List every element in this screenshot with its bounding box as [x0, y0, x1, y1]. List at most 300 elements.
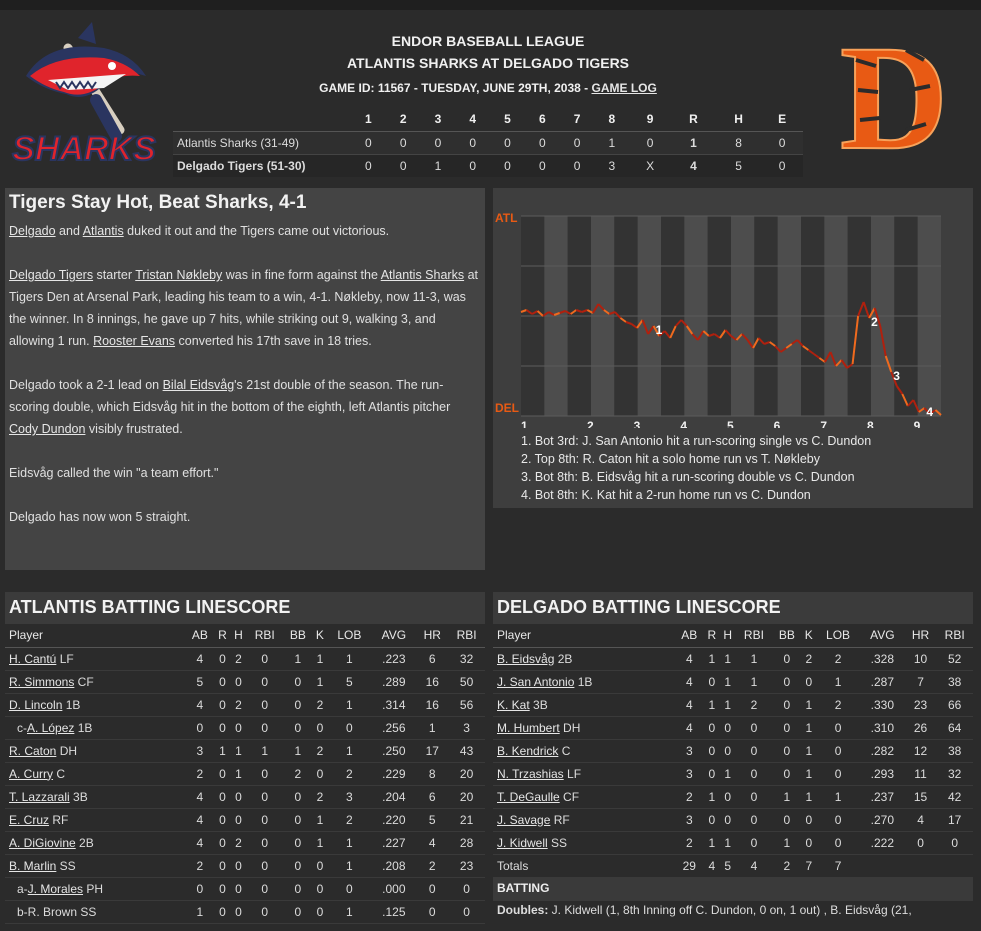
stat-cell: 0	[230, 808, 246, 831]
stat-cell: 4	[675, 670, 704, 693]
sub-prefix: c-	[17, 720, 27, 735]
event-marker-label: 1	[655, 323, 663, 337]
stat-cell: 4	[675, 693, 704, 716]
linescore-header-e: E	[761, 108, 803, 131]
linescore-cell: 0	[351, 131, 386, 154]
player-position: 3B	[69, 789, 88, 804]
league-title: ENDOR BASEBALL LEAGUE	[391, 33, 585, 49]
atlantis-col-player: Player	[5, 624, 185, 647]
player-name-link[interactable]: T. DeGaulle	[497, 789, 560, 804]
stat-cell: 4	[675, 647, 704, 670]
stat-cell: 0	[215, 877, 231, 900]
stat-cell: 0	[185, 716, 214, 739]
scoring-event: 2. Top 8th: R. Caton hit a solo home run vs T. Nøkleby	[521, 452, 820, 466]
stat-cell: 1	[313, 808, 328, 831]
stat-cell: .289	[371, 670, 416, 693]
delgado-col-k: K	[801, 624, 816, 647]
delgado-batting-box	[493, 592, 973, 919]
stat-cell: 0	[704, 670, 720, 693]
stat-cell: 3	[327, 785, 371, 808]
stat-cell: 0	[801, 670, 816, 693]
stat-cell: 20	[448, 785, 485, 808]
player-cell	[5, 762, 185, 785]
table-row	[493, 739, 973, 762]
stat-cell: 0	[704, 808, 720, 831]
atlantis-col-rbi: RBI	[246, 624, 283, 647]
stat-cell: 7	[905, 670, 937, 693]
stat-cell: 0	[816, 739, 860, 762]
stat-cell: 0	[416, 900, 448, 923]
stat-cell: 2	[313, 785, 328, 808]
stat-cell: 1	[230, 762, 246, 785]
player-position: LF	[56, 651, 74, 666]
player-name-link[interactable]: J. Kidwell	[497, 835, 548, 850]
stat-cell: 0	[283, 670, 312, 693]
stat-cell: 1	[313, 831, 328, 854]
stat-cell: 0	[736, 785, 773, 808]
stat-cell: 4	[416, 831, 448, 854]
player-position: C	[53, 766, 66, 781]
player-cell	[493, 762, 675, 785]
stat-cell: .237	[860, 785, 905, 808]
delgado-col-ab: AB	[675, 624, 704, 647]
delgado-col-h: H	[720, 624, 736, 647]
linescore-header-7: 7	[560, 108, 595, 131]
scoring-event: 4. Bot 8th: K. Kat hit a 2-run home run vs C. Dundon	[521, 488, 811, 502]
stat-cell: 1	[283, 647, 312, 670]
linescore-team-name: Delgado Tigers (51-30)	[173, 154, 351, 177]
stat-cell: 26	[905, 716, 937, 739]
atlantis-col-k: K	[313, 624, 328, 647]
linescore-header-3: 3	[421, 108, 456, 131]
player-name-link[interactable]: B. Marlin	[9, 858, 57, 873]
table-row	[5, 716, 485, 739]
table-row	[493, 670, 973, 693]
linescore-cell: 0	[386, 131, 421, 154]
stat-cell: 7	[805, 858, 813, 873]
stat-cell: 3	[448, 716, 485, 739]
player-cell	[493, 808, 675, 831]
inning-tick-label: 2	[587, 419, 594, 428]
table-row	[493, 647, 973, 670]
linescore-header-team	[173, 108, 351, 131]
stat-cell: 0	[448, 900, 485, 923]
player-name-link[interactable]: B. Eidsvåg	[497, 651, 555, 666]
stat-cell: 1	[801, 762, 816, 785]
linescore-cell: 1	[594, 131, 629, 154]
doubles-line	[493, 901, 973, 919]
stat-cell: 52	[936, 647, 973, 670]
stat-cell: 6	[416, 785, 448, 808]
stat-cell: 2	[313, 693, 328, 716]
doubles-label: Doubles:	[497, 903, 549, 917]
delgado-tigers-link[interactable]: Delgado Tigers	[9, 268, 94, 282]
stat-cell: 1	[327, 647, 371, 670]
inning-tick-label: 1	[521, 419, 528, 428]
stat-cell: 0	[215, 693, 231, 716]
stat-cell: 15	[905, 785, 937, 808]
player-cell	[5, 808, 185, 831]
stat-cell: 0	[246, 877, 283, 900]
stat-cell: 0	[704, 739, 720, 762]
table-row	[5, 762, 485, 785]
stat-cell: 2	[327, 808, 371, 831]
text: visibly frustrated.	[85, 422, 183, 436]
stat-cell: 4	[185, 647, 214, 670]
player-cell	[493, 785, 675, 808]
stat-cell: .330	[860, 693, 905, 716]
stat-cell: 1	[736, 647, 773, 670]
stat-cell: 1	[704, 693, 720, 716]
atlantis-col-avg: AVG	[371, 624, 416, 647]
player-name-link[interactable]: A. López	[27, 720, 75, 735]
stat-cell: 3	[185, 739, 214, 762]
stat-cell: 2	[675, 785, 704, 808]
player-position: SS	[547, 835, 568, 850]
player-name-link[interactable]: E. Cruz	[9, 812, 50, 827]
stat-cell: 0	[772, 762, 801, 785]
player-position: DH	[56, 743, 78, 758]
inning-tick-label: 6	[773, 419, 781, 428]
scoring-event: 3. Bot 8th: B. Eidsvåg hit a run-scoring double vs C. Dundon	[521, 470, 855, 484]
stat-cell: .220	[371, 808, 416, 831]
player-name-link[interactable]: T. Lazzarali	[9, 789, 70, 804]
player-position: PH	[83, 881, 104, 896]
player-name-link[interactable]: A. Curry	[9, 766, 54, 781]
stat-cell: 0	[283, 831, 312, 854]
game-id-text: GAME ID: 11567 - TUESDAY, JUNE 29TH, 2038 -	[319, 81, 589, 95]
stat-cell: 0	[283, 716, 312, 739]
stat-cell: 2	[783, 858, 791, 873]
player-position: RF	[550, 812, 570, 827]
table-row	[5, 670, 485, 693]
stat-cell: 1	[327, 900, 371, 923]
stat-cell: 0	[416, 877, 448, 900]
stat-cell: .125	[371, 900, 416, 923]
stat-cell: 0	[905, 831, 937, 854]
stat-cell: 4	[185, 831, 214, 854]
table-row	[5, 900, 485, 923]
stat-cell: 0	[246, 785, 283, 808]
player-name-link[interactable]: J. San Antonio	[497, 674, 575, 689]
stat-cell: .204	[371, 785, 416, 808]
stat-cell: .000	[371, 877, 416, 900]
stat-cell: 1	[230, 739, 246, 762]
stat-cell: 66	[936, 693, 973, 716]
stat-cell: 0	[230, 785, 246, 808]
player-cell	[493, 670, 675, 693]
linescore-cell: 0	[525, 154, 560, 177]
stat-cell: 0	[736, 831, 773, 854]
delgado-batting-title: DELGADO BATTING LINESCORE	[493, 592, 973, 624]
linescore-cell: 0	[421, 131, 456, 154]
player-cell	[5, 716, 185, 739]
player-position: 1B	[74, 720, 93, 735]
stat-cell: 1	[801, 739, 816, 762]
player-name-link[interactable]: D. Lincoln	[9, 697, 63, 712]
linescore-header-6: 6	[525, 108, 560, 131]
scoring-event: 1. Bot 3rd: J. San Antonio hit a run-scoring single vs C. Dundon	[521, 434, 872, 448]
player-name-link[interactable]: J. Savage	[497, 812, 551, 827]
cody-dundon-link[interactable]: Cody Dundon	[9, 422, 86, 436]
stat-cell: 16	[416, 670, 448, 693]
stat-cell: 0	[283, 877, 312, 900]
stat-cell: .222	[860, 831, 905, 854]
atlantis-col-hr: HR	[416, 624, 448, 647]
stat-cell: 28	[448, 831, 485, 854]
stat-cell: 0	[936, 831, 973, 854]
stat-cell: 0	[772, 739, 801, 762]
linescore-cell: 4	[671, 154, 716, 177]
delgado-link[interactable]: Delgado	[9, 224, 56, 238]
stat-cell: 3	[675, 762, 704, 785]
player-position: 2B	[554, 651, 573, 666]
linescore-cell: 0	[490, 154, 525, 177]
table-row	[5, 831, 485, 854]
rooster-evans-link[interactable]: Rooster Evans	[93, 334, 176, 348]
event-marker-label: 3	[893, 369, 900, 383]
stat-cell: 0	[772, 808, 801, 831]
linescore-cell: 0	[761, 131, 803, 154]
linescore-row	[173, 154, 803, 177]
stat-cell: 0	[313, 762, 328, 785]
inning-tick-label: 3	[633, 419, 641, 428]
doubles-text: J. Kidwell (1, 8th Inning off C. Dundon, 0 on, 1 out) , B. Eidsvåg (21,	[548, 903, 912, 917]
stat-cell: .310	[860, 716, 905, 739]
stat-cell: 0	[772, 716, 801, 739]
stat-cell: 0	[704, 716, 720, 739]
table-row	[5, 647, 485, 670]
eidsvag-link[interactable]: Bilal Eidsvåg	[162, 378, 235, 392]
player-name-link[interactable]: R. Caton	[9, 743, 57, 758]
atlantis-link[interactable]: Atlantis	[82, 224, 124, 238]
atlantis-col-r: R	[215, 624, 231, 647]
inning-tick-label: 9	[913, 419, 921, 428]
stat-cell: 1	[327, 693, 371, 716]
stat-cell: 5	[327, 670, 371, 693]
text: was in fine form against the	[222, 268, 381, 282]
linescore-header-2: 2	[386, 108, 421, 131]
stat-cell: 1	[720, 831, 736, 854]
atlantis-sharks-logo	[8, 18, 160, 170]
stat-cell: 1	[720, 693, 736, 716]
stat-cell: 1	[801, 716, 816, 739]
stat-cell: 43	[448, 739, 485, 762]
stat-cell: 1	[704, 831, 720, 854]
player-cell	[493, 831, 675, 854]
delgado-col-r: R	[704, 624, 720, 647]
text: converted his 17th save in 18 tries.	[175, 334, 372, 348]
stat-cell: 0	[215, 647, 231, 670]
totals-row	[493, 854, 973, 877]
stat-cell: 32	[448, 647, 485, 670]
stat-cell: 10	[905, 647, 937, 670]
stat-cell: 0	[246, 670, 283, 693]
table-row	[5, 785, 485, 808]
stat-cell: 2	[230, 647, 246, 670]
linescore-team-name: Atlantis Sharks (31-49)	[173, 131, 351, 154]
stat-cell: .250	[371, 739, 416, 762]
stat-cell: 0	[313, 900, 328, 923]
player-name-link[interactable]: M. Humbert	[497, 720, 560, 735]
inning-tick-label: 8	[867, 419, 874, 428]
stat-cell: .282	[860, 739, 905, 762]
player-cell	[5, 785, 185, 808]
player-position: 2B	[75, 835, 94, 850]
recap-paragraph-4: Eidsvåg called the win "a team effort."	[9, 466, 219, 480]
player-position: RF	[49, 812, 69, 827]
stat-cell: 56	[448, 693, 485, 716]
game-log-link[interactable]: GAME LOG	[591, 81, 657, 95]
line-score-table	[173, 108, 803, 177]
tigers-logo-letter: D	[839, 20, 949, 170]
linescore-header-h: H	[716, 108, 761, 131]
game-recap-article	[5, 188, 485, 570]
stat-cell: 0	[283, 785, 312, 808]
linescore-header-1: 1	[351, 108, 386, 131]
text: Delgado took a 2-1 lead on	[9, 378, 163, 392]
table-row	[5, 808, 485, 831]
stat-cell: .314	[371, 693, 416, 716]
stat-cell: 38	[936, 670, 973, 693]
stat-cell: 0	[230, 670, 246, 693]
stat-cell: 0	[283, 808, 312, 831]
totals-label: Totals	[497, 858, 529, 873]
atlantis-col-h: H	[230, 624, 246, 647]
text: at Tigers Den at Arsenal Park, leading his team to a win, 4-1. Nøkleby, now 11-3, was the winner. In 8 innings, he gave up 7 hits, while striking out 9, walking 3, and allowing 1 run.	[9, 268, 478, 348]
player-name-link[interactable]: B. Kendrick	[497, 743, 559, 758]
stat-cell: 0	[704, 762, 720, 785]
stat-cell: 0	[720, 785, 736, 808]
player-name-link[interactable]: K. Kat	[497, 697, 530, 712]
stat-cell: 1	[327, 739, 371, 762]
stat-cell: 21	[448, 808, 485, 831]
stat-cell: 1	[215, 739, 231, 762]
stat-cell: 0	[801, 831, 816, 854]
linescore-cell: 0	[455, 131, 490, 154]
stat-cell: 20	[448, 762, 485, 785]
stat-cell: 0	[215, 762, 231, 785]
delgado-batting-table	[493, 624, 973, 877]
stat-cell: 0	[215, 808, 231, 831]
stat-cell: 1	[283, 739, 312, 762]
text: 's 21st double of the season. The run-scoring double, which Eidsvåg hit in the bottom of the eighth, left Atlantis pitcher	[9, 378, 451, 414]
player-position: LF	[563, 766, 582, 781]
stat-cell: 2	[801, 647, 816, 670]
stat-cell: 0	[283, 900, 312, 923]
stat-cell: 0	[230, 854, 246, 877]
stat-cell	[936, 854, 973, 877]
stat-cell: 1	[816, 670, 860, 693]
player-name-link[interactable]: N. Trzashias	[497, 766, 564, 781]
stat-cell: 5	[416, 808, 448, 831]
linescore-cell: 5	[716, 154, 761, 177]
stat-cell: 23	[448, 854, 485, 877]
stat-cell: 1	[704, 647, 720, 670]
stat-cell: 0	[215, 854, 231, 877]
stat-cell: 23	[905, 693, 937, 716]
player-cell	[5, 854, 185, 877]
stat-cell: 0	[327, 877, 371, 900]
linescore-row	[173, 131, 803, 154]
sharks-logo-text: SHARKS	[12, 130, 156, 168]
scoring-events-list	[521, 432, 871, 504]
stat-cell: .287	[860, 670, 905, 693]
stat-cell: 0	[736, 808, 773, 831]
stat-cell: 1	[313, 670, 328, 693]
stat-cell: 2	[416, 854, 448, 877]
stat-cell: 0	[801, 808, 816, 831]
stat-cell: 2	[230, 693, 246, 716]
stat-cell: 1	[736, 670, 773, 693]
atlantis-col-rbi: RBI	[448, 624, 485, 647]
atlantis-col-ab: AB	[185, 624, 214, 647]
stat-cell: 2	[283, 762, 312, 785]
player-position: SS	[77, 904, 97, 919]
stat-cell: 2	[736, 693, 773, 716]
linescore-cell: 0	[525, 131, 560, 154]
linescore-cell: 0	[351, 154, 386, 177]
win-probability-panel	[493, 188, 973, 508]
sub-prefix: a-	[17, 881, 28, 896]
recap-paragraph-5: Delgado has now won 5 straight.	[9, 510, 191, 524]
stat-cell: 2	[313, 739, 328, 762]
atlantis-batting-table	[5, 624, 485, 924]
stat-cell: 16	[416, 693, 448, 716]
stat-cell: 4	[185, 693, 214, 716]
stat-cell: 1	[327, 831, 371, 854]
player-cell	[5, 900, 185, 923]
player-name-link[interactable]: R. Simmons	[9, 674, 75, 689]
stat-cell: 0	[246, 808, 283, 831]
player-name-link[interactable]: J. Morales	[27, 881, 84, 896]
table-row	[493, 716, 973, 739]
stat-cell: 4	[185, 785, 214, 808]
stat-cell: 64	[936, 716, 973, 739]
atlantis-col-bb: BB	[283, 624, 312, 647]
delgado-col-lob: LOB	[816, 624, 860, 647]
nokleby-link[interactable]: Tristan Nøkleby	[135, 268, 223, 282]
player-name-link[interactable]: A. DiGiovine	[9, 835, 76, 850]
player-position: 1B	[574, 674, 593, 689]
table-row	[493, 693, 973, 716]
stat-cell: 1	[801, 693, 816, 716]
linescore-cell: 0	[560, 154, 595, 177]
stat-cell: 2	[327, 762, 371, 785]
player-name-link[interactable]: H. Cantú	[9, 651, 57, 666]
player-cell	[493, 693, 675, 716]
event-marker-label: 4	[926, 405, 934, 419]
stat-cell: 0	[772, 647, 801, 670]
stat-cell: 8	[416, 762, 448, 785]
stat-cell: 0	[736, 739, 773, 762]
player-cell	[5, 739, 185, 762]
player-cell	[5, 877, 185, 900]
recap-headline: Tigers Stay Hot, Beat Sharks, 4-1	[9, 192, 307, 213]
linescore-header-8: 8	[594, 108, 629, 131]
text: duked it out and the Tigers came out victorious.	[123, 224, 390, 238]
stat-cell: 1	[185, 900, 214, 923]
atlantis-sharks-link[interactable]: Atlantis Sharks	[380, 268, 465, 282]
stat-cell	[905, 854, 937, 877]
linescore-header-4: 4	[455, 108, 490, 131]
delgado-col-player: Player	[493, 624, 675, 647]
stat-cell: 0	[215, 900, 231, 923]
stat-cell: 7	[834, 858, 842, 873]
stat-cell: 0	[816, 716, 860, 739]
stat-cell: 29	[682, 858, 696, 873]
stat-cell: 0	[772, 693, 801, 716]
